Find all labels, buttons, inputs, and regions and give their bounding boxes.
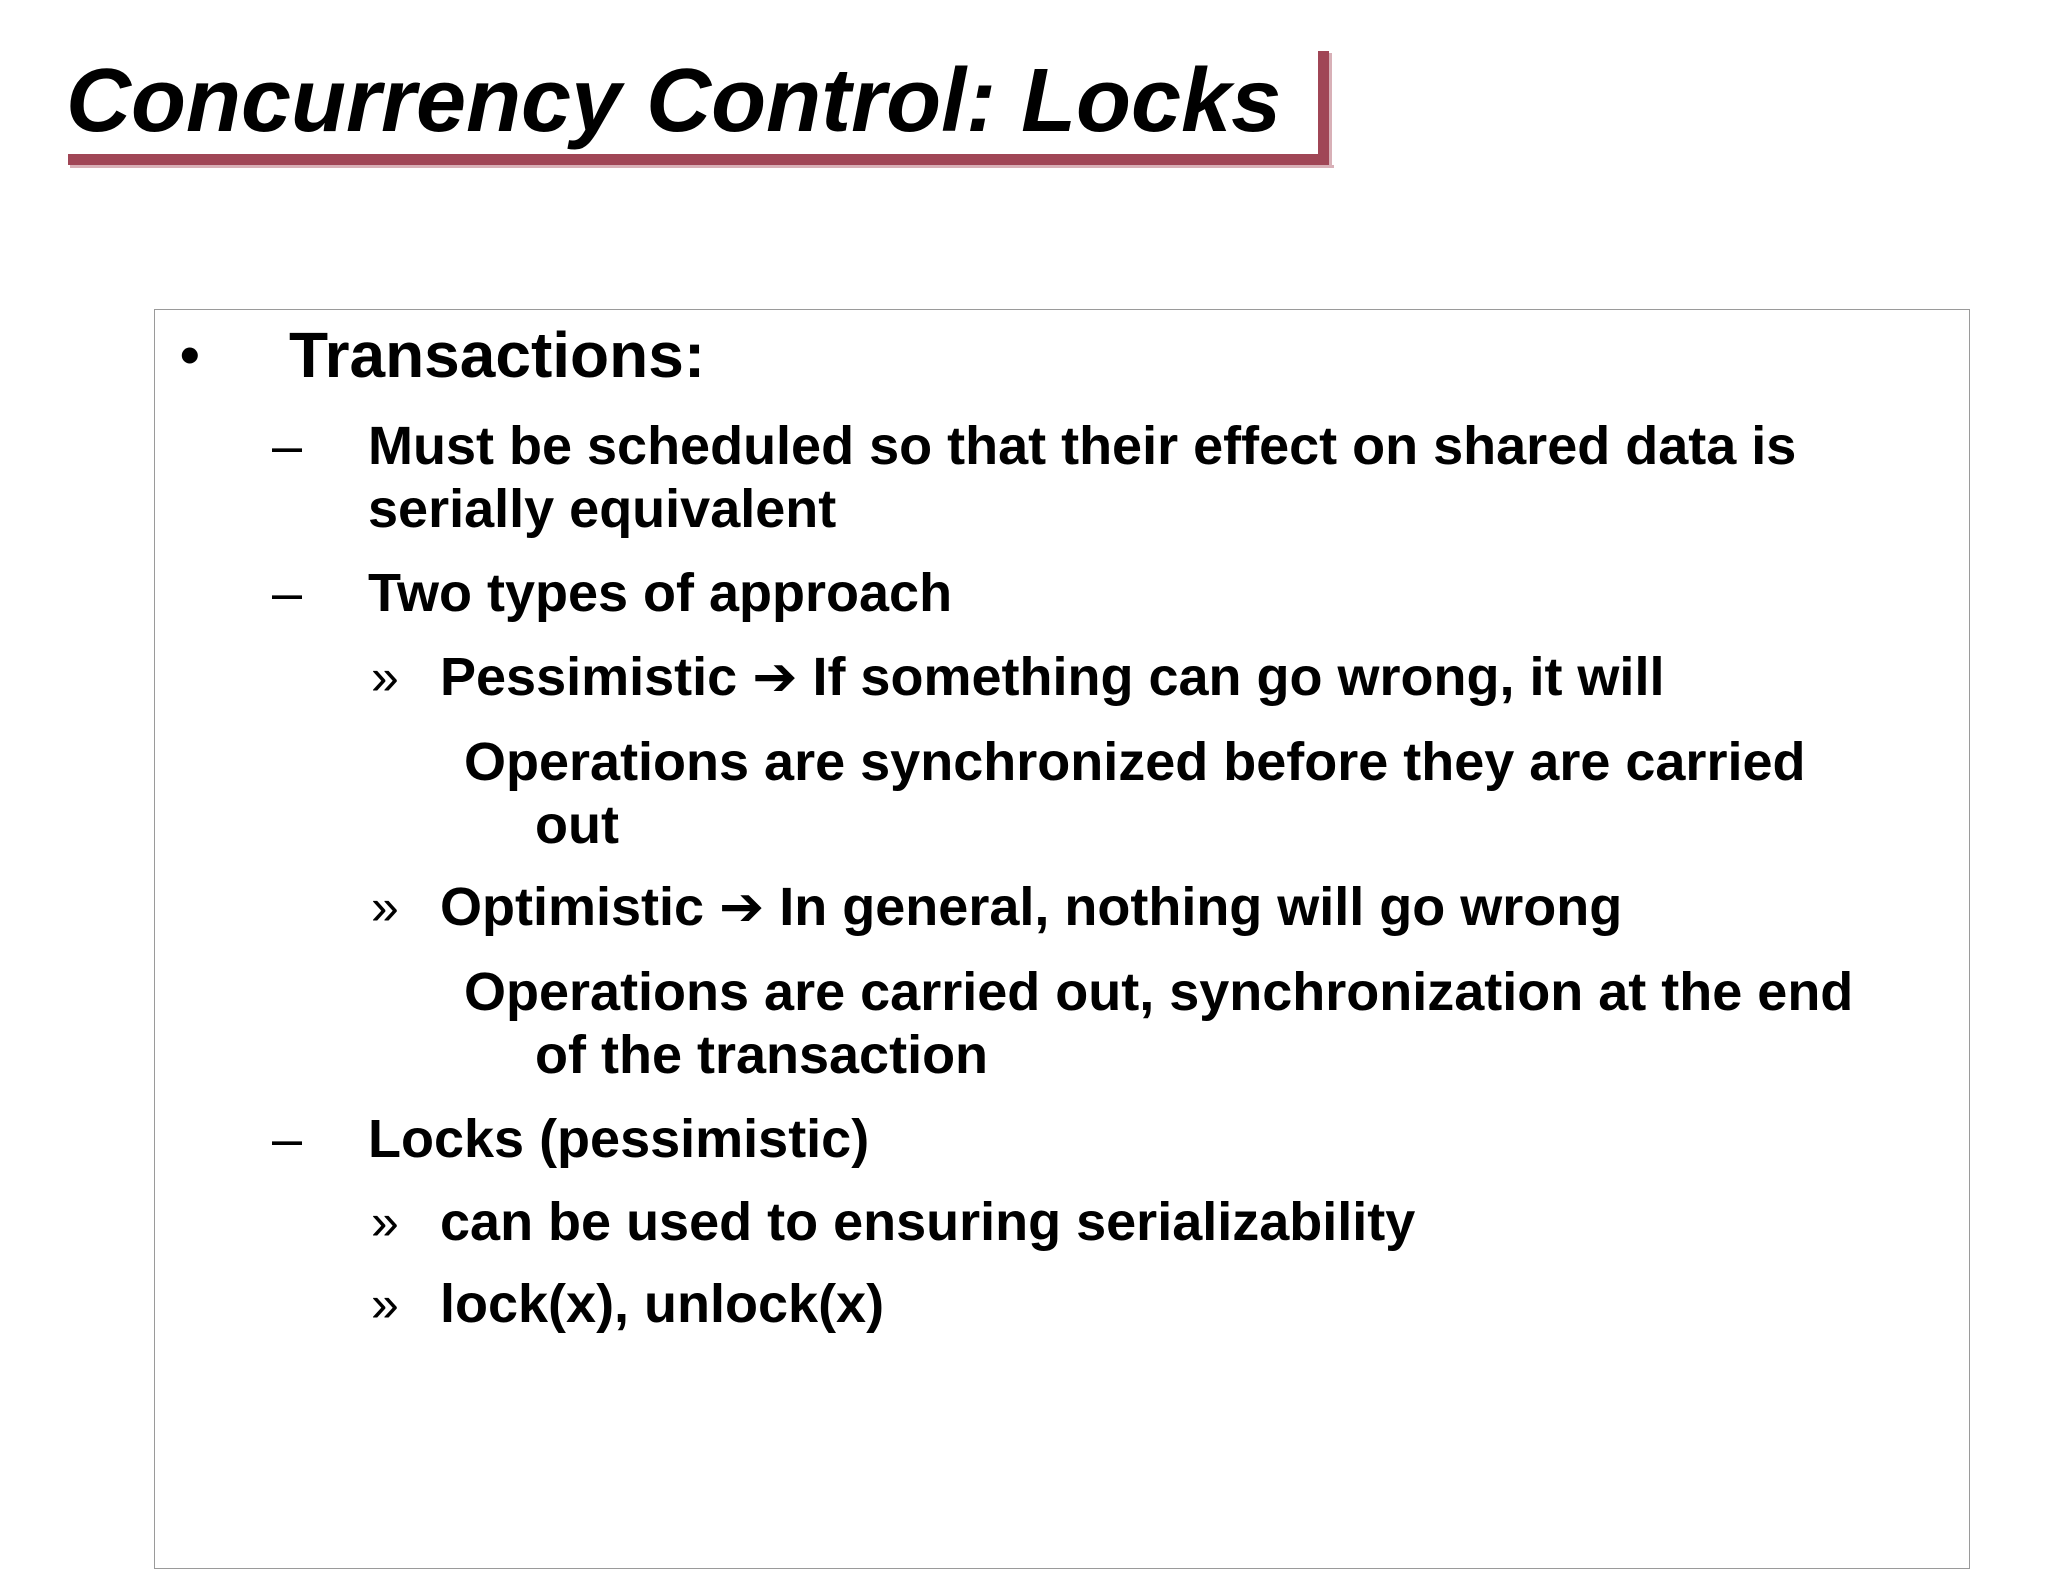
- dash-icon: –: [272, 563, 303, 623]
- pessimistic-desc-line2: out: [535, 795, 619, 855]
- locks-sub1-text: can be used to ensuring serializability: [440, 1192, 1416, 1252]
- optimistic-desc-line2: of the transaction: [535, 1025, 989, 1085]
- bullet-icon: •: [180, 323, 200, 386]
- locks-sub2-text: lock(x), unlock(x): [440, 1274, 885, 1334]
- optimistic-label: Optimistic: [440, 877, 720, 937]
- title-underline-shadow: [70, 165, 1334, 168]
- scheduled-text-line2: serially equivalent: [368, 479, 837, 539]
- optimistic-line: [440, 875, 1622, 939]
- slide-title: Concurrency Control: Locks: [66, 51, 1282, 151]
- raquo-icon: »: [371, 649, 399, 705]
- pessimistic-text: If something can go wrong, it will: [797, 647, 1665, 707]
- two-types-text: Two types of approach: [368, 563, 953, 623]
- raquo-icon: »: [371, 879, 399, 935]
- raquo-icon: »: [371, 1276, 399, 1332]
- dash-icon: –: [272, 416, 303, 476]
- title-sidebar: [1318, 51, 1329, 165]
- right-arrow-icon: ➔: [719, 877, 765, 937]
- scheduled-text-line1: Must be scheduled so that their effect on shared data is: [368, 416, 1797, 476]
- optimistic-desc-line1: Operations are carried out, synchronization at the end: [464, 962, 1854, 1022]
- raquo-icon: »: [371, 1194, 399, 1250]
- pessimistic-label: Pessimistic: [440, 647, 753, 707]
- title-underline: [68, 154, 1332, 165]
- title-sidebar-shadow: [1329, 53, 1332, 168]
- right-arrow-icon: ➔: [752, 647, 798, 707]
- transactions-heading: Transactions:: [289, 319, 706, 391]
- optimistic-text: In general, nothing will go wrong: [764, 877, 1623, 937]
- locks-text: Locks (pessimistic): [368, 1109, 870, 1169]
- dash-icon: –: [272, 1109, 303, 1169]
- pessimistic-line: [440, 645, 1664, 709]
- pessimistic-desc-line1: Operations are synchronized before they are carried: [464, 732, 1806, 792]
